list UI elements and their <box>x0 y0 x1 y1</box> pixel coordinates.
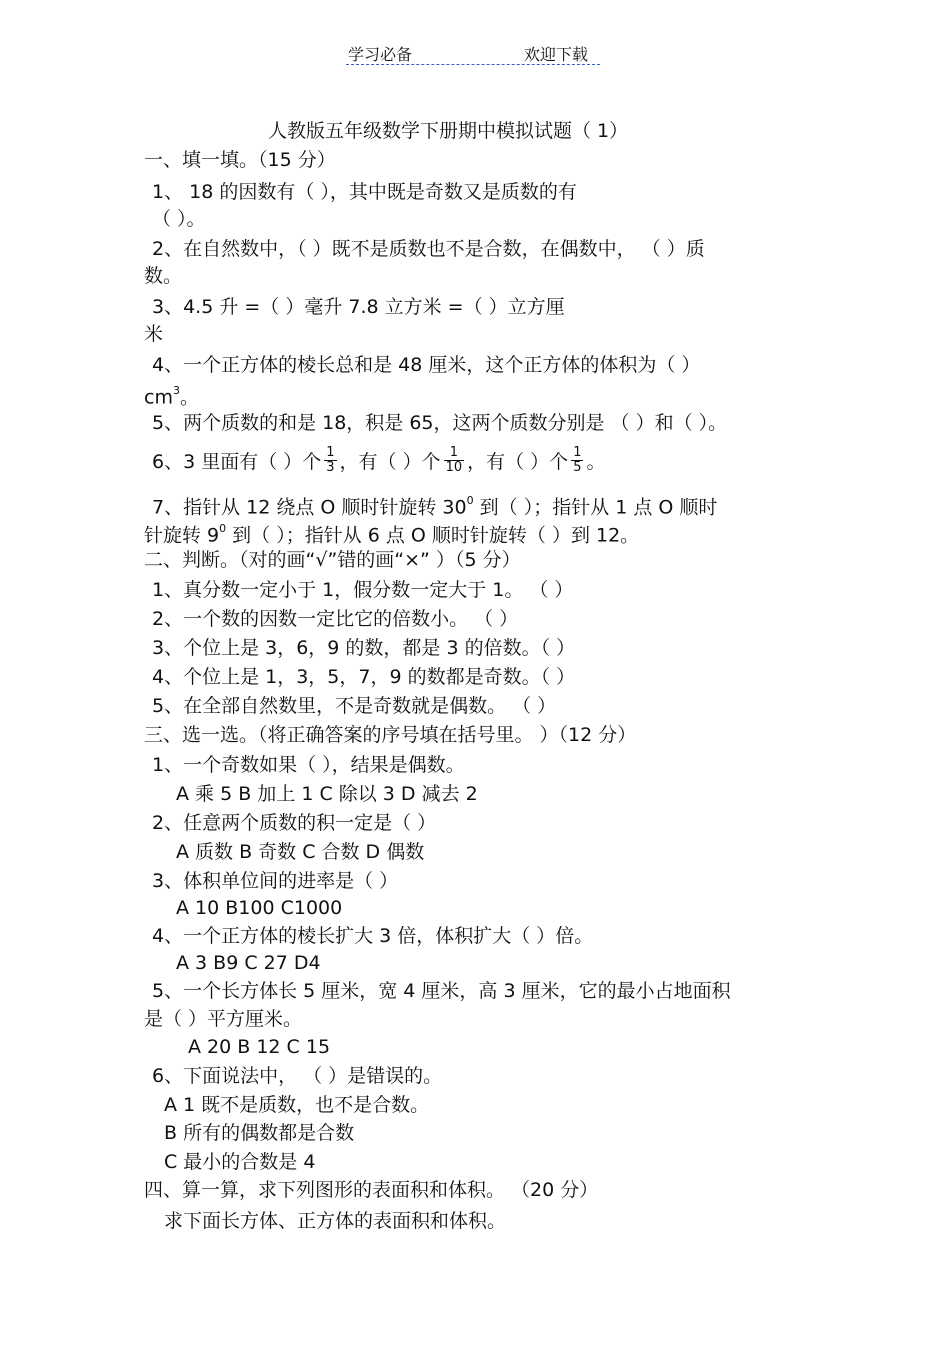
fraction-denominator: 5 <box>573 460 582 475</box>
fraction-one-tenth <box>444 446 465 475</box>
question-3-6-option-c: C 最小的合数是 4 <box>164 1151 316 1173</box>
question-1-2-cont: 数。 <box>144 265 183 287</box>
degree-mark: 0 <box>219 522 227 535</box>
question-1-4: 4、一个正方体的棱长总和是 48 厘米，这个正方体的体积为（ ） <box>152 354 701 376</box>
fraction-one-fifth <box>571 446 583 475</box>
section-4-instruction: 求下面长方体、正方体的表面积和体积。 <box>164 1210 507 1232</box>
question-3-2: 2、任意两个质数的积一定是（ ） <box>152 812 437 834</box>
header-left: 学习必备 <box>348 45 413 64</box>
page-title: 人教版五年级数学下册期中模拟试题（ 1） <box>268 120 629 142</box>
question-3-3: 3、体积单位间的进率是（ ） <box>152 870 399 892</box>
question-3-5-options: A 20 B 12 C 15 <box>188 1036 331 1058</box>
question-1-6 <box>152 445 606 477</box>
question-2-5: 5、在全部自然数里，不是奇数就是偶数。 （ ） <box>152 695 557 717</box>
fraction-denominator: 3 <box>326 460 335 475</box>
unit-end: 。 <box>179 386 199 409</box>
question-3-5-cont: 是（ ）平方厘米。 <box>144 1008 303 1030</box>
fraction-denominator: 10 <box>445 460 463 475</box>
section-4-heading: 四、算一算，求下列图形的表面积和体积。 （20 分） <box>144 1179 599 1201</box>
question-3-3-options: A 10 B100 C1000 <box>176 897 343 919</box>
question-1-4-cont <box>144 381 199 409</box>
q7-cont-part-1: 针旋转 9 <box>144 524 220 547</box>
question-1-7 <box>152 491 717 519</box>
question-3-2-options: A 质数 B 奇数 C 合数 D 偶数 <box>176 841 425 863</box>
header-right: 欢迎下载 <box>524 45 589 64</box>
question-2-2: 2、一个数的因数一定比它的倍数小。 （ ） <box>152 608 519 630</box>
fraction-one-third <box>324 446 336 475</box>
degree-mark: 0 <box>466 494 474 507</box>
question-1-1: 1、 18 的因数有（ ），其中既是奇数又是质数的有 <box>152 181 577 203</box>
section-3-heading: 三、选一选。（将正确答案的序号填在括号里。 ）（12 分） <box>144 724 637 746</box>
fraction-numerator: 1 <box>573 445 582 460</box>
page-header <box>346 40 600 65</box>
question-3-1: 1、一个奇数如果（ ），结果是偶数。 <box>152 754 465 776</box>
q6-part-4: 。 <box>586 451 606 473</box>
unit-text: cm <box>144 386 173 409</box>
section-1-heading: 一、填一填。（15 分） <box>144 149 336 171</box>
q7-part-1: 7、指针从 12 绕点 O 顺时针旋转 30 <box>152 496 467 519</box>
q7-part-2: 到（ ）；指针从 1 点 O 顺时 <box>473 496 718 519</box>
question-3-6-option-a: A 1 既不是质数，也不是合数。 <box>164 1094 430 1116</box>
question-3-4-options: A 3 B9 C 27 D4 <box>176 952 321 974</box>
question-3-4: 4、一个正方体的棱长扩大 3 倍，体积扩大（ ）倍。 <box>152 925 594 947</box>
unit-exponent: 3 <box>172 384 180 397</box>
question-3-6-option-b: B 所有的偶数都是合数 <box>164 1122 355 1144</box>
fraction-numerator: 1 <box>326 445 335 460</box>
question-1-2: 2、在自然数中，（ ）既不是质数也不是合数，在偶数中， （ ）质 <box>152 238 705 260</box>
question-2-3: 3、个位上是 3，6，9 的数，都是 3 的倍数。（ ） <box>152 637 576 659</box>
fraction-numerator: 1 <box>444 446 465 461</box>
question-1-3: 3、4.5 升 =（ ）毫升 7.8 立方米 =（ ）立方厘 <box>152 296 565 318</box>
q7-cont-part-2: 到（ ）；指针从 6 点 O 顺时针旋转（ ）到 12。 <box>226 524 640 547</box>
question-3-6: 6、下面说法中， （ ）是错误的。 <box>152 1065 443 1087</box>
section-2-heading: 二、判断。（对的画“√”错的画“×” ）（5 分） <box>144 549 521 571</box>
question-1-3-cont: 米 <box>144 323 164 345</box>
question-2-4: 4、个位上是 1，3，5，7，9 的数都是奇数。（ ） <box>152 666 576 688</box>
q6-part-2: ，有（ ）个 <box>339 451 441 473</box>
question-1-1-cont: （ ）。 <box>152 208 206 230</box>
question-3-5: 5、一个长方体长 5 厘米，宽 4 厘米，高 3 厘米，它的最小占地面积 <box>152 980 731 1002</box>
question-2-1: 1、真分数一定小于 1，假分数一定大于 1。 （ ） <box>152 579 574 601</box>
question-1-5: 5、两个质数的和是 18，积是 65，这两个质数分别是 （ ）和（ ）。 <box>152 412 728 434</box>
question-1-7-cont <box>144 519 639 547</box>
q6-part-1: 6、3 里面有（ ）个 <box>152 451 322 473</box>
q6-part-3: ，有（ ）个 <box>467 451 569 473</box>
question-3-1-options: A 乘 5 B 加上 1 C 除以 3 D 减去 2 <box>176 783 478 805</box>
